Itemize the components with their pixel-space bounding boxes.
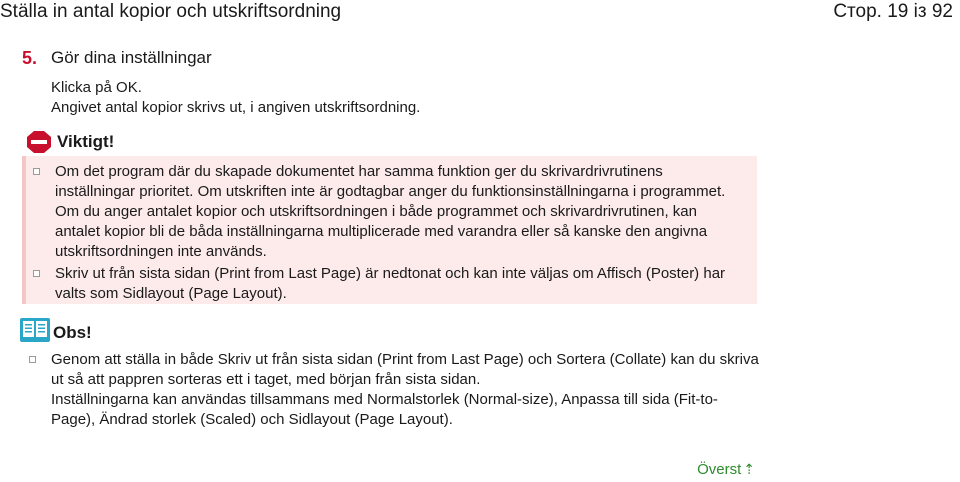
- step-title: Gör dina inställningar: [51, 48, 212, 67]
- note-item-text: Genom att ställa in både Skriv ut från sista sidan (Print from Last Page) och Sortera (Collate) kan du skriva ut så att pappren sorteras ett i taget, med början från sista sidan.: [51, 351, 759, 388]
- note-title: Obs!: [53, 323, 92, 342]
- note-list: [22, 350, 762, 390]
- step-body: [51, 78, 420, 118]
- step-line-1: Klicka på OK.: [51, 79, 142, 96]
- bullet-icon: [29, 356, 36, 363]
- list-item: [26, 162, 746, 262]
- note-section: [22, 350, 762, 430]
- list-item: [22, 350, 762, 390]
- document-title: Ställa in antal kopior och utskriftsordning: [0, 1, 342, 22]
- important-item-text: Om det program där du skapade dokumentet har samma funktion ger du skrivardrivrutinens inställningar prioritet. Om utskriften inte är godtagbar anger du funktionsinställningarna i programmet. Om du anger antalet kopior och utskriftsordningen i både programmet och skrivardrivrutinen, kan antalet kopior bli de båda inställningarna multiplicerade med varandra eller så kanske den angivna utskriftsordningen inte används.: [55, 163, 726, 260]
- bullet-icon: [33, 168, 40, 175]
- list-item: [26, 264, 746, 304]
- page-indicator: Стор. 19 із 92: [833, 1, 953, 22]
- stop-icon: [27, 131, 51, 153]
- important-list: [26, 162, 746, 306]
- arrow-up-icon: ⇡: [743, 461, 755, 477]
- back-to-top-link[interactable]: [697, 461, 755, 478]
- page-header: [0, 0, 960, 26]
- important-box: [22, 156, 757, 304]
- important-title: Viktigt!: [57, 132, 115, 151]
- note-paragraph: Inställningarna kan användas tillsammans med Normalstorlek (Normal-size), Anpassa till sida (Fit-to-Page), Ändrad storlek (Scaled) och Sidlayout (Page Layout).: [51, 391, 718, 428]
- important-item-text: Skriv ut från sista sidan (Print from Last Page) är nedtonat och kan inte väljas om Affisch (Poster) har valts som Sidlayout (Page Layout).: [55, 265, 726, 302]
- step-number: 5.: [22, 48, 38, 68]
- book-icon: [20, 318, 50, 342]
- top-link-label: Överst: [697, 461, 742, 478]
- step-line-2: Angivet antal kopior skrivs ut, i angiven utskriftsordning.: [51, 99, 421, 116]
- bullet-icon: [33, 270, 40, 277]
